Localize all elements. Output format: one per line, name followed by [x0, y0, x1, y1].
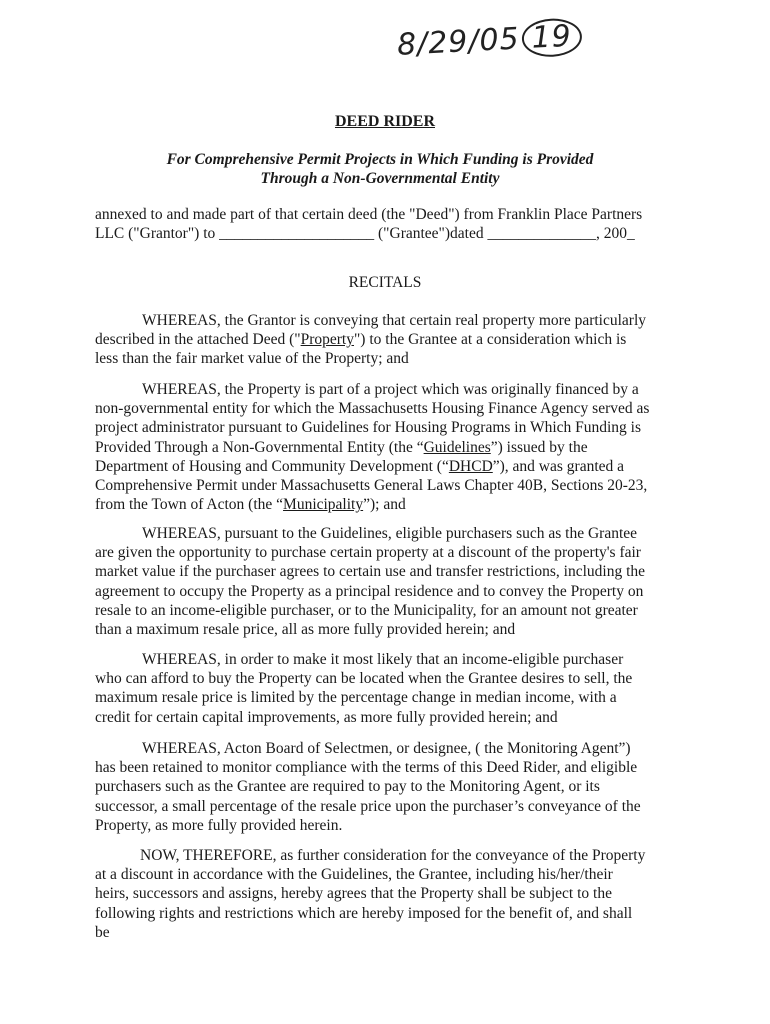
- recital-paragraph-1: [95, 311, 650, 369]
- recital-paragraph-2: [95, 380, 650, 514]
- defined-term-dhcd: DHCD: [448, 457, 493, 475]
- subtitle-line-1: For Comprehensive Permit Projects in Which Funding is Provided: [166, 151, 594, 168]
- recital-paragraph-3: WHEREAS, pursuant to the Guidelines, eligible purchasers such as the Grantee are given the opportunity to purchase certain property at a discount of the property's fair market value if the purchaser agrees to certain use and transfer restrictions, including the agreement to occupy the Property as a principal residence and to convey the Property on resale to an income-eligible purchaser, or to the Municipality, for an amount not greater than a maximum resale price, all as more fully provided herein; and: [95, 525, 646, 639]
- recital-paragraph-4: WHEREAS, in order to make it most likely that an income-eligible purchaser who can afford to buy the Property can be located when the Grantee desires to sell, the maximum resale price is limited by the percentage change in median income, with a credit for certain capital improvements, as more fully provided herein; and: [95, 651, 633, 726]
- recital-1-text-a: WHEREAS, the Grantor is conveying that certain real property more particularly described in the attached Deed (": [95, 312, 647, 349]
- handwritten-annotation: [396, 17, 583, 65]
- recital-paragraph-5: WHEREAS, Acton Board of Selectmen, or designee, ( the Monitoring Agent”) has been retained to monitor compliance with the terms of this Deed Rider, and eligible purchasers such as the Grantee are required to pay to the Monitoring Agent, or its successor, a small percentage of the resale price upon the purchaser’s conveyance of the Property, as more fully provided herein.: [95, 740, 641, 834]
- defined-term-municipality: Municipality: [283, 496, 364, 514]
- recital-2-text-a: WHEREAS, the Property is part of a project which was originally financed by a non-governmental entity for which the Massachusetts Housing Finance Agency served as project administrator pursuant to Guidelines for Housing Programs in Which Funding is Provided Through a Non-Governmental Entity (the “: [95, 381, 650, 456]
- recital-2-text-g: ”); and: [363, 496, 406, 514]
- recital-2-text-c: ”) issued by the Department of Housing and Community Development (“: [95, 438, 588, 475]
- handwritten-circled-number: 19: [521, 17, 583, 58]
- intro-paragraph: annexed to and made part of that certain deed (the "Deed") from Franklin Place Partners LLC ("Grantor") to ____________________ ("Grantee")dated ______________, 200_: [95, 206, 643, 243]
- document-title: DEED RIDER: [334, 113, 435, 130]
- defined-term-property: Property: [300, 331, 354, 349]
- recital-2-text-e: ”), and was granted a Comprehensive Permit under Massachusetts General Laws Chapter 40B, Sections 20-23, from the Town of Acton (the “: [95, 457, 648, 514]
- subtitle-line-2: Through a Non-Governmental Entity: [260, 170, 500, 187]
- recital-1-text-c: ") to the Grantee at a consideration which is less than the fair market value of the Property; and: [95, 331, 627, 368]
- defined-term-guidelines: Guidelines: [423, 438, 491, 456]
- now-therefore-paragraph: NOW, THEREFORE, as further consideration for the conveyance of the Property at a discount in accordance with the Guidelines, the Grantee, including his/her/their heirs, successors and assigns, hereby agrees that the Property shall be subject to the following rights and restrictions which are hereby imposed for the benefit of, and shall be: [95, 847, 646, 941]
- document-subtitle: [130, 150, 630, 188]
- recitals-heading: RECITALS: [348, 274, 422, 291]
- handwritten-date: 8/29/05: [396, 21, 521, 63]
